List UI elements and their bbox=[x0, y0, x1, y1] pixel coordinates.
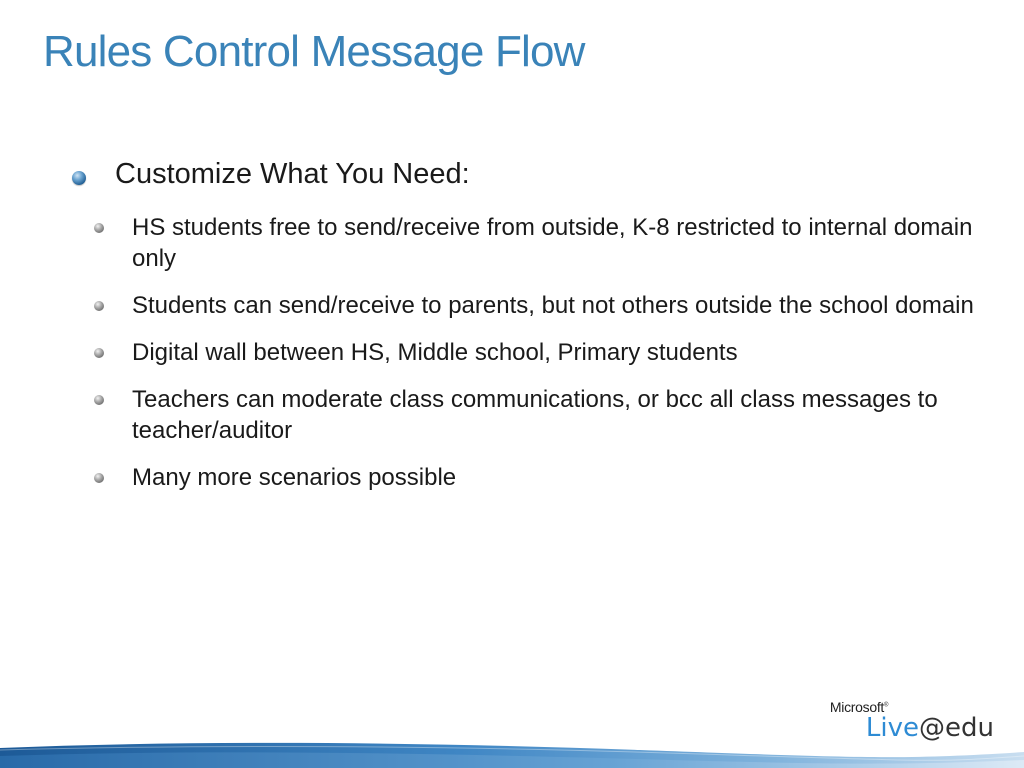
blue-bullet-icon bbox=[72, 171, 86, 185]
main-bullet bbox=[72, 158, 470, 191]
microsoft-live-edu-logo bbox=[829, 699, 994, 743]
sub-bullet-list bbox=[94, 212, 974, 509]
logo-microsoft-wordmark: Microsoft® bbox=[829, 699, 889, 715]
logo-live-edu-wordmark: Live@edu bbox=[865, 713, 994, 743]
sub-bullet-text: HS students free to send/receive from outside, K-8 restricted to internal domain only bbox=[132, 214, 973, 272]
sub-bullet-text: Students can send/receive to parents, but not others outside the school domain bbox=[132, 292, 974, 319]
sub-bullet-item bbox=[94, 462, 974, 493]
gray-bullet-icon bbox=[94, 301, 104, 311]
sub-bullet-item bbox=[94, 384, 974, 446]
gray-bullet-icon bbox=[94, 348, 104, 358]
gray-bullet-icon bbox=[94, 395, 104, 405]
main-bullet-text: Customize What You Need: bbox=[115, 158, 470, 190]
gray-bullet-icon bbox=[94, 223, 104, 233]
slide-title: Rules Control Message Flow bbox=[43, 27, 585, 76]
sub-bullet-item bbox=[94, 212, 974, 274]
sub-bullet-text: Digital wall between HS, Middle school, Primary students bbox=[132, 339, 738, 366]
gray-bullet-icon bbox=[94, 473, 104, 483]
sub-bullet-item bbox=[94, 290, 974, 321]
sub-bullet-text: Teachers can moderate class communications, or bcc all class messages to teacher/auditor bbox=[132, 386, 938, 444]
sub-bullet-item bbox=[94, 337, 974, 368]
footer-wave-band bbox=[0, 738, 1024, 768]
sub-bullet-text: Many more scenarios possible bbox=[132, 464, 457, 491]
